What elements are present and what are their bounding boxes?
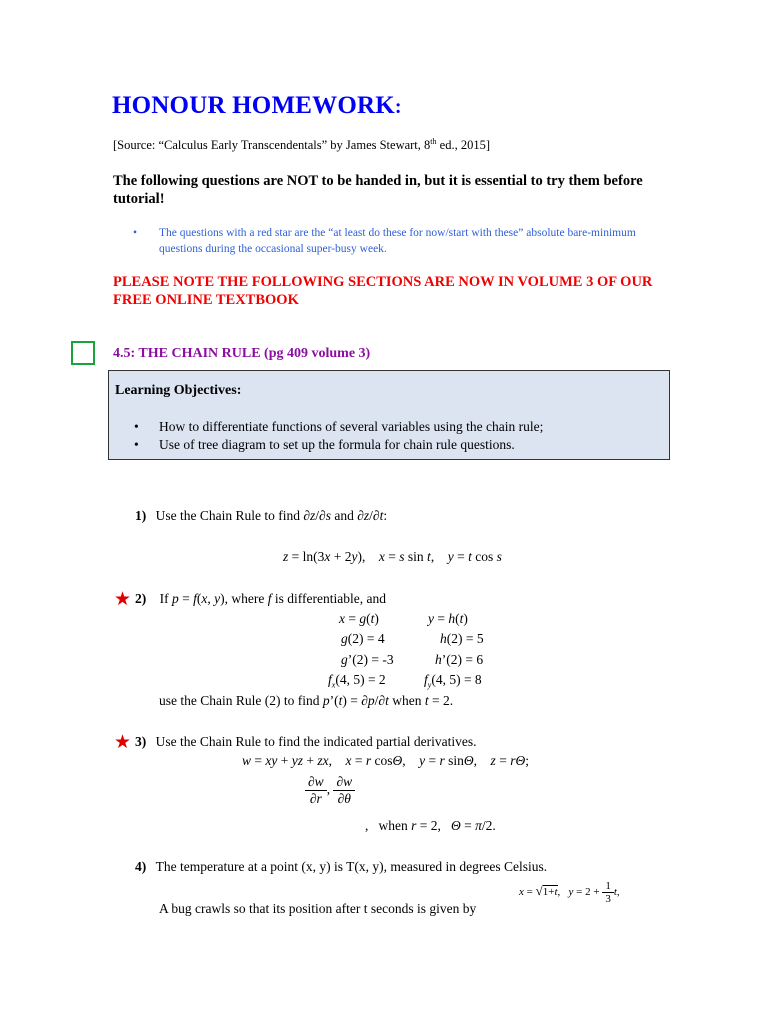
question-3-condition: , when r = 2, Θ = π/2. <box>365 818 496 833</box>
star-explanation-note: • The questions with a red star are the “at least do these for now/start with these” absolute bare-minimum questions during the occasional super-busy week. <box>133 227 636 255</box>
question-text: If p = f(x, y), where f is differentiable, and <box>159 591 386 606</box>
q2-line: y = h(t) <box>428 611 468 626</box>
question-1 <box>135 508 387 524</box>
section-heading: 4.5: THE CHAIN RULE (pg 409 volume 3) <box>113 346 371 361</box>
learning-objectives-box <box>108 370 670 460</box>
question-4-line2: A bug crawls so that its position after t seconds is given by <box>159 901 477 916</box>
page-title: HONOUR HOMEWORK: <box>112 92 402 119</box>
question-number: 4) <box>135 859 147 874</box>
question-number: 3) <box>135 734 147 749</box>
bullet-icon: • <box>134 419 139 434</box>
q2-line: use the Chain Rule (2) to find p’(t) = ∂p/∂t when t = 2. <box>159 693 454 708</box>
objective-item: • Use of tree diagram to set up the formula for chain rule questions. <box>134 437 515 452</box>
q2-line: g’(2) = -3 <box>341 652 394 667</box>
red-star-icon: ★ <box>114 732 132 753</box>
question-number: 1) <box>135 508 147 523</box>
q2-line: $f_y(4$, 5) = 8 <box>424 672 482 690</box>
intro-text: The following questions are NOT to be handed in, but it is essential to try them before tutorial! <box>113 173 643 207</box>
question-text: Use the Chain Rule to find the indicated partial derivatives. <box>155 734 477 749</box>
q2-line: x = g(t) <box>339 611 379 626</box>
q2-line: $f_x(4$, 5) = 2 <box>328 672 386 690</box>
question-text: The temperature at a point (x, y) is T(x, y), measured in degrees Celsius. <box>155 859 548 874</box>
question-number: 2) <box>135 591 147 606</box>
question-3-equation: w = xy + yz + zx, x = r cosΘ, y = r sinΘ, z = rΘ; <box>242 753 529 768</box>
question-3 <box>135 734 477 750</box>
question-2 <box>135 591 386 607</box>
question-1-equation: z = ln(3x + 2y), x = s sin t, y = t cos s <box>283 549 502 564</box>
question-4 <box>135 859 547 875</box>
question-text: Use the Chain Rule to find ∂z/∂s and ∂z/∂t: <box>155 508 388 523</box>
bullet-icon: • <box>134 437 139 452</box>
volume-notice: PLEASE NOTE THE FOLLOWING SECTIONS ARE NOW IN VOLUME 3 OF OUR FREE ONLINE TEXTBOOK <box>113 274 653 308</box>
section-checkbox-icon[interactable] <box>71 341 95 365</box>
objectives-list <box>134 418 543 454</box>
source-citation: [Source: “Calculus Early Transcendentals” by James Stewart, 8th ed., 2015] <box>113 137 490 153</box>
objective-item: • How to differentiate functions of several variables using the chain rule; <box>134 419 544 434</box>
question-3-derivatives: $\frac{\partial w}{\partial r}$ , $\frac{\partial w}{\partial\theta}$ <box>305 774 355 807</box>
bullet-icon: • <box>133 227 138 239</box>
q2-line: g(2) = 4 <box>341 631 385 646</box>
q2-line: h’(2) = 6 <box>435 652 484 667</box>
question-4-position-equation: x = √1+t, y = 2 + $\frac{1}{3}$ t, <box>519 880 620 905</box>
q2-line: h(2) = 5 <box>440 631 484 646</box>
red-star-icon: ★ <box>114 589 132 610</box>
objectives-title: Learning Objectives: <box>115 383 242 398</box>
